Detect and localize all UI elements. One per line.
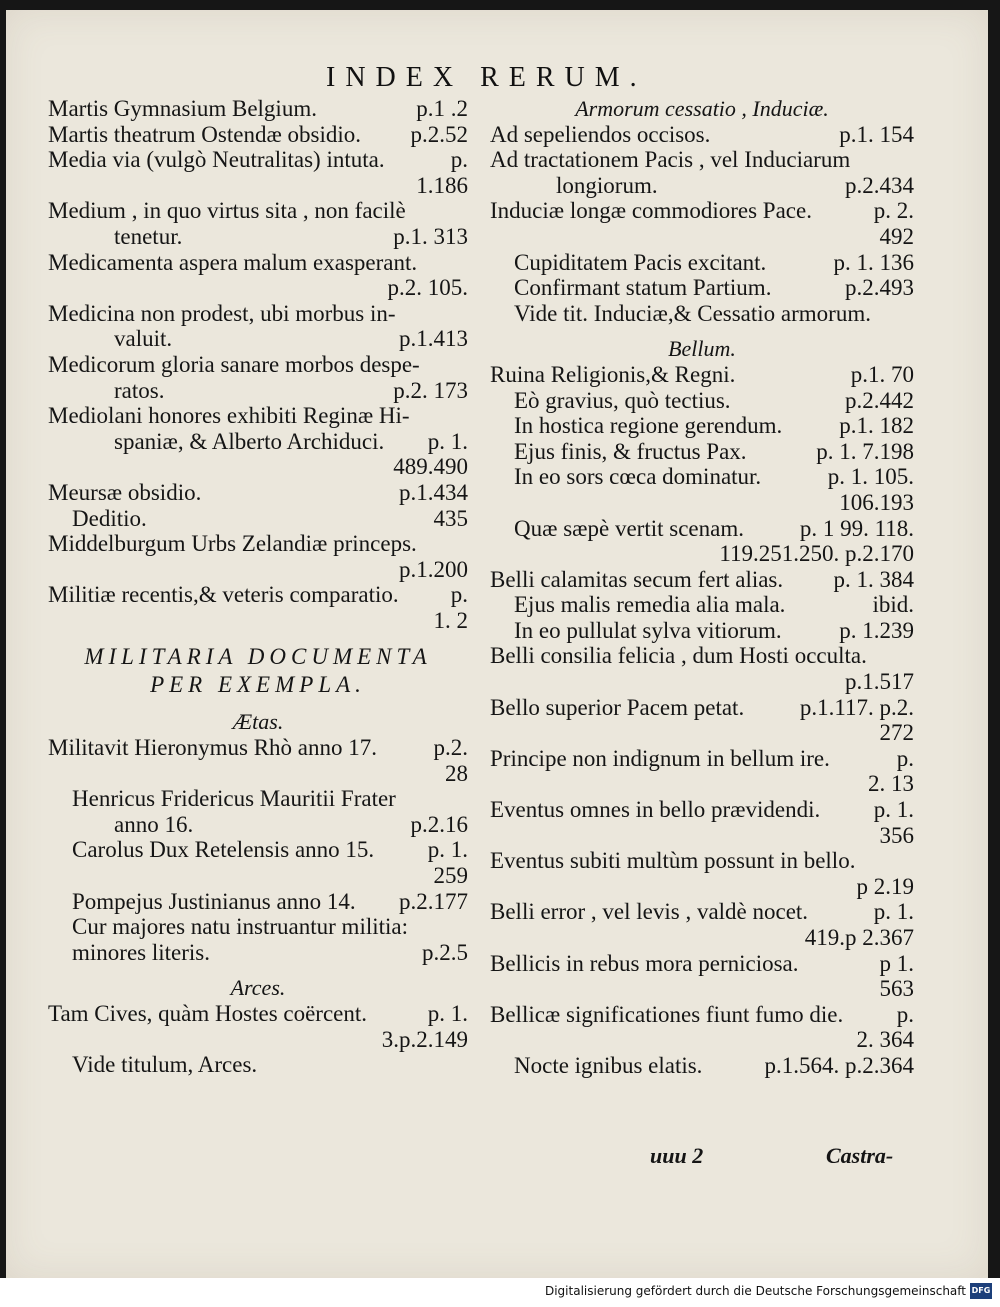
funding-credit: Digitalisierung gefördert durch die Deutsche Forschungsgemeinschaft — [544, 1284, 966, 1298]
index-entry — [490, 301, 914, 327]
page-reference: p.1. 313 — [393, 223, 468, 249]
page-reference: p.1.200 — [399, 556, 468, 582]
entry-text: Induciæ longæ commodiores Pace. — [490, 198, 812, 224]
index-entry — [48, 480, 468, 506]
section-heading — [48, 643, 468, 671]
entry-text: valuit. — [114, 326, 173, 352]
index-entry — [490, 1027, 914, 1053]
index-entry — [490, 464, 914, 490]
section-heading-text: PER EXEMPLA. — [150, 672, 366, 698]
entry-text: Mediolani honores exhibiti Reginæ Hi- — [48, 403, 410, 429]
index-entry — [490, 823, 914, 849]
section-heading-text: MILITARIA DOCUMENTA — [84, 644, 432, 670]
index-entry — [48, 557, 468, 583]
page-reference: 28 — [445, 760, 468, 786]
entry-text: Vide titulum, Arces. — [72, 1052, 258, 1078]
index-entry — [490, 147, 914, 173]
index-entry — [48, 506, 468, 532]
index-entry — [490, 567, 914, 593]
index-entry — [490, 592, 914, 618]
entry-text: In eo pullulat sylva vitiorum. — [514, 617, 782, 643]
entry-text: Medium , in quo virtus sita , non facilè — [48, 198, 406, 224]
page-reference: p.1.117. p.2. — [799, 694, 914, 720]
page-reference: 435 — [433, 505, 468, 531]
index-entry — [490, 899, 914, 925]
index-entry — [490, 1053, 914, 1079]
page-reference: p. 1. 136 — [833, 249, 914, 275]
entry-text: Belli consilia felicia , dum Hosti occulta. — [490, 643, 867, 669]
section-heading-text: Arces. — [230, 975, 286, 1001]
index-entry — [48, 889, 468, 915]
index-entry — [48, 198, 468, 224]
index-entry — [490, 439, 914, 465]
spacer — [48, 699, 468, 709]
page-reference: 2. 13 — [868, 771, 914, 797]
page-reference: p.2.493 — [845, 275, 914, 301]
signature-mark: uuu 2 — [650, 1143, 704, 1168]
entry-text: Militiæ recentis,& veteris comparatio. — [48, 582, 399, 608]
entry-text: Bellicis in rebus mora perniciosa. — [490, 950, 799, 976]
page-reference: p. 1. — [873, 797, 914, 823]
page-reference: p 2.19 — [856, 873, 914, 899]
index-entry — [48, 326, 468, 352]
page-reference: p. 1. — [427, 428, 468, 454]
page-reference: p.2.16 — [410, 811, 468, 837]
page-reference: p.2.177 — [399, 888, 468, 914]
entry-text: Medicina non prodest, ubi morbus in- — [48, 300, 396, 326]
index-entry — [490, 388, 914, 414]
page-reference: p. 1. — [427, 1001, 468, 1026]
index-entry — [490, 122, 914, 148]
page-reference: 272 — [879, 720, 914, 746]
index-entry — [490, 976, 914, 1002]
page-reference: p. 2. — [873, 198, 914, 224]
entry-text: Ruina Religionis,& Regni. — [490, 361, 736, 387]
page-reference: p.1.434 — [399, 479, 468, 505]
entry-text: spaniæ, & Alberto Archiduci. — [114, 428, 385, 454]
entry-text: Belli error , vel levis , valdè nocet. — [490, 899, 809, 925]
index-entry — [48, 147, 468, 173]
entry-text: Cupiditatem Pacis excitant. — [514, 249, 767, 275]
index-entry — [48, 786, 468, 812]
page-reference: p.2. — [433, 735, 468, 761]
entry-text: anno 16. — [114, 811, 194, 837]
index-entry — [490, 951, 914, 977]
page-reference: p. 1. 7.198 — [816, 438, 914, 464]
page-reference: 356 — [879, 822, 914, 848]
dfg-logo: DFG — [970, 1283, 992, 1299]
page-reference: 3.p.2.149 — [381, 1026, 468, 1052]
page-reference: p. 1 99. 118. — [799, 515, 914, 541]
page-reference: ibid. — [872, 592, 914, 618]
index-entry — [490, 874, 914, 900]
entry-text: Henricus Fridericus Mauritii Frater — [72, 786, 396, 812]
entry-text: Confirmant statum Partium. — [514, 275, 772, 301]
index-entry — [48, 1001, 468, 1027]
page-reference: 259 — [433, 863, 468, 889]
entry-text: Principe non indignum in bellum ire. — [490, 745, 830, 771]
index-entry — [490, 618, 914, 644]
index-entry — [490, 173, 914, 199]
index-entry — [48, 122, 468, 148]
index-entry — [490, 490, 914, 516]
page-reference: p. — [450, 147, 468, 173]
page-reference: 492 — [879, 223, 914, 249]
page-reference: 2. 364 — [856, 1027, 914, 1053]
page-reference: 119.251.250. p.2.170 — [719, 541, 914, 567]
index-entry — [48, 582, 468, 608]
index-entry — [48, 812, 468, 838]
index-entry — [490, 541, 914, 567]
page-reference: p.2.5 — [422, 939, 468, 965]
page-reference: p.1. 154 — [839, 121, 914, 147]
index-entry — [490, 362, 914, 388]
entry-text: Medicorum gloria sanare morbos despe- — [48, 351, 420, 377]
entry-text: Ad sepeliendos occisos. — [490, 121, 711, 147]
index-entry — [48, 761, 468, 787]
index-entry — [48, 1027, 468, 1053]
index-entry — [490, 1002, 914, 1028]
page-header: INDEX RERUM. — [326, 62, 647, 93]
index-column-left — [48, 96, 468, 1078]
index-entry — [48, 735, 468, 761]
section-heading — [48, 975, 468, 1001]
page-reference: p.2. 105. — [387, 275, 468, 301]
index-entry — [490, 516, 914, 542]
catchword: Castra- — [826, 1143, 894, 1168]
index-entry — [48, 429, 468, 455]
entry-text: Quæ sæpè vertit scenam. — [514, 515, 744, 541]
entry-text: Belli calamitas secum fert alias. — [490, 566, 784, 592]
index-entry — [490, 250, 914, 276]
index-entry — [48, 378, 468, 404]
spacer — [48, 965, 468, 975]
entry-text: tenetur. — [114, 223, 183, 249]
index-entry — [490, 695, 914, 721]
index-entry — [48, 531, 468, 557]
index-entry — [48, 275, 468, 301]
entry-text: Eventus subiti multùm possunt in bello. — [490, 848, 856, 874]
index-entry — [490, 669, 914, 695]
entry-text: Middelburgum Urbs Zelandiæ princeps. — [48, 531, 417, 557]
index-entry — [48, 173, 468, 199]
index-entry — [490, 925, 914, 951]
section-heading — [48, 671, 468, 699]
entry-text: ratos. — [114, 377, 165, 403]
entry-text: In hostica regione gerendum. — [514, 413, 783, 439]
entry-text: Tam Cives, quàm Hostes coërcent. — [48, 1001, 368, 1026]
page-reference: p. — [896, 745, 914, 771]
section-heading-text: Armorum cessatio , Induciæ. — [575, 96, 829, 121]
index-entry — [490, 848, 914, 874]
index-entry — [490, 746, 914, 772]
entry-text: Martis theatrum Ostendæ obsidio. — [48, 121, 362, 147]
index-entry — [48, 914, 468, 940]
index-entry — [48, 608, 468, 634]
entry-text: minores literis. — [72, 939, 210, 965]
page-reference: p.1. 70 — [850, 361, 914, 387]
page-reference: p.1.413 — [399, 326, 468, 352]
index-entry — [48, 863, 468, 889]
index-entry — [48, 1052, 468, 1078]
page-reference: 1.186 — [416, 172, 468, 198]
index-entry — [490, 224, 914, 250]
section-heading — [490, 336, 914, 362]
page-reference: p.2. 173 — [393, 377, 468, 403]
entry-text: Vide tit. Induciæ,& Cessatio armorum. — [514, 300, 871, 326]
entry-text: Medicamenta aspera malum exasperant. — [48, 249, 418, 275]
entry-text: Meursæ obsidio. — [48, 479, 202, 505]
index-entry — [48, 224, 468, 250]
index-entry — [48, 837, 468, 863]
section-heading — [48, 709, 468, 735]
index-entry — [48, 301, 468, 327]
page-reference: p.1.564. p.2.364 — [764, 1052, 914, 1078]
page-reference: p. 1.239 — [839, 617, 914, 643]
index-entry — [48, 352, 468, 378]
entry-text: Deditio. — [72, 505, 147, 531]
entry-text: Pompejus Justinianus anno 14. — [72, 888, 356, 914]
section-heading — [490, 96, 914, 122]
entry-text: Bello superior Pacem petat. — [490, 694, 745, 720]
entry-text: Martis Gymnasium Belgium. — [48, 96, 317, 121]
page-reference: 1. 2 — [433, 607, 468, 633]
entry-text: Militavit Hieronymus Rhò anno 17. — [48, 735, 378, 761]
page-reference: p 1. — [879, 950, 914, 976]
page-reference: p.1.517 — [845, 669, 914, 695]
index-entry — [490, 413, 914, 439]
page-reference: p.2.434 — [845, 172, 914, 198]
entry-text: longiorum. — [556, 172, 658, 198]
page-reference: p.1. 182 — [839, 413, 914, 439]
section-heading-text: Ætas. — [232, 709, 284, 735]
entry-text: Eventus omnes in bello prævidendi. — [490, 797, 821, 823]
index-entry — [48, 96, 468, 122]
page-reference: p. 1. — [427, 837, 468, 863]
page-reference: 106.193 — [839, 489, 914, 515]
page-reference: p. — [896, 1001, 914, 1027]
index-entry — [490, 771, 914, 797]
index-entry — [490, 275, 914, 301]
index-entry — [48, 940, 468, 966]
entry-text: Carolus Dux Retelensis anno 15. — [72, 837, 375, 863]
entry-text: Ad tractationem Pacis , vel Induciarum — [490, 147, 851, 173]
entry-text: Media via (vulgò Neutralitas) intuta. — [48, 147, 385, 173]
entry-text: Eò gravius, quò tectius. — [514, 387, 731, 413]
entry-text: Bellicæ significationes fiunt fumo die. — [490, 1001, 844, 1027]
index-entry — [490, 720, 914, 746]
page-reference: p. 1. — [873, 899, 914, 925]
index-entry — [490, 198, 914, 224]
index-entry — [48, 403, 468, 429]
section-heading-text: Bellum. — [668, 336, 736, 362]
index-column-right — [490, 96, 914, 1079]
entry-text: Ejus malis remedia alia mala. — [514, 592, 786, 618]
entry-text: Ejus finis, & fructus Pax. — [514, 438, 747, 464]
entry-text: In eo sors cœca dominatur. — [514, 464, 762, 490]
page-reference: 563 — [879, 976, 914, 1002]
index-entry — [48, 454, 468, 480]
spacer — [490, 326, 914, 336]
page-reference: 419.p 2.367 — [804, 925, 914, 950]
page-reference: p.2.52 — [410, 121, 468, 147]
page-reference: p. 1. 105. — [827, 464, 914, 490]
index-entry — [48, 250, 468, 276]
index-entry — [490, 643, 914, 669]
page-reference: 489.490 — [393, 454, 468, 480]
index-entry — [490, 797, 914, 823]
page-reference: p.2.442 — [845, 387, 914, 413]
page-reference: p. 1. 384 — [833, 566, 914, 592]
page-reference: p. — [450, 582, 468, 608]
page-reference: p.1 .2 — [416, 96, 468, 121]
spacer — [48, 633, 468, 643]
entry-text: Cur majores natu instruantur militia: — [72, 914, 408, 940]
entry-text: Nocte ignibus elatis. — [514, 1052, 703, 1078]
